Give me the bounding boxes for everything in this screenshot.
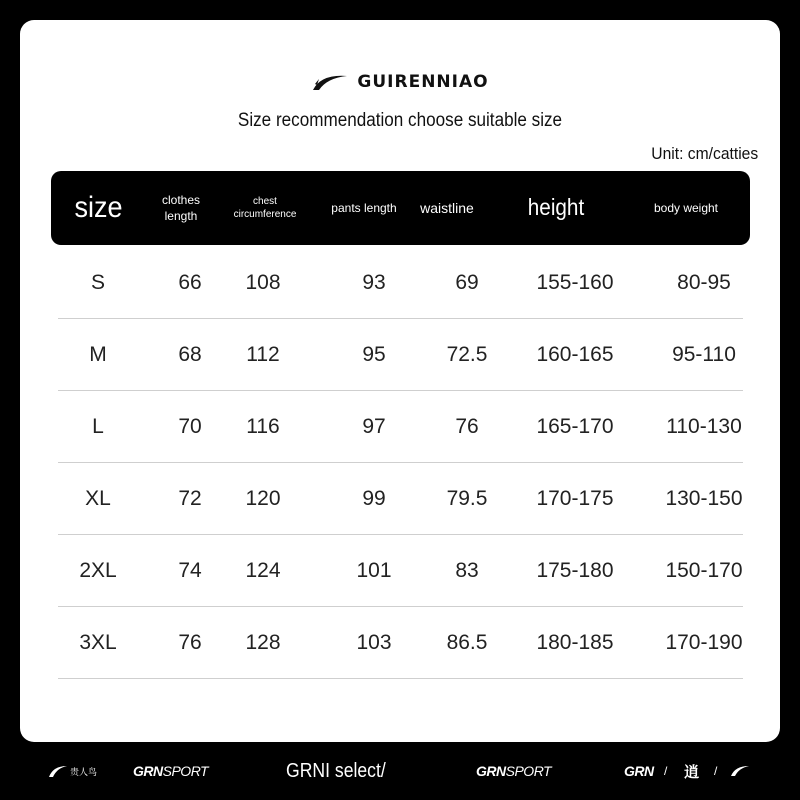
table-row (58, 319, 743, 391)
header-chest-circumference: chest circumference (233, 195, 297, 220)
swoosh-icon (730, 764, 750, 778)
cell-size: 3XL (79, 631, 117, 654)
cell-clothes-length: 76 (178, 631, 202, 654)
cell-height: 160-165 (536, 343, 614, 366)
cell-waistline: 83 (455, 559, 479, 582)
cell-height: 155-160 (536, 271, 614, 294)
cell-waistline: 69 (455, 271, 479, 294)
cell-pants-length: 93 (362, 271, 386, 294)
cell-chest: 120 (245, 487, 281, 510)
header-body-weight: body weight (653, 200, 719, 215)
cell-size: M (89, 343, 107, 366)
cell-body-weight: 80-95 (677, 271, 731, 294)
cell-clothes-length: 70 (178, 415, 202, 438)
cell-pants-length: 101 (356, 559, 392, 582)
cell-pants-length: 99 (362, 487, 386, 510)
cell-size: S (90, 271, 105, 294)
table-row (58, 535, 743, 607)
cell-waistline: 76 (455, 415, 479, 438)
cell-height: 165-170 (536, 415, 614, 438)
cell-chest: 112 (246, 343, 280, 366)
unit-label: Unit: cm/catties (651, 144, 758, 163)
footer-grn-sport-2: GRN SPORT (476, 763, 552, 779)
footer-glyph-logo: 逍 (684, 763, 700, 781)
header-clothes-length: clothes length (161, 192, 201, 223)
cell-pants-length: 95 (362, 343, 386, 366)
footer-grn-3: GRN (624, 763, 654, 779)
cell-size: L (92, 415, 104, 438)
header-height: height (527, 194, 585, 221)
footer-bird-icon (730, 742, 750, 800)
cell-body-weight: 150-170 (665, 559, 743, 582)
cell-chest: 128 (245, 631, 281, 654)
cell-pants-length: 103 (356, 631, 392, 654)
brand-header (20, 70, 780, 94)
cell-pants-length: 97 (362, 415, 386, 438)
table-row (58, 607, 743, 679)
size-table-body (58, 247, 743, 679)
cell-body-weight: 95-110 (672, 343, 736, 366)
cell-waistline: 86.5 (446, 631, 488, 654)
footer-grn-sport-1: GRN SPORT (133, 763, 209, 779)
header-pants-length: pants length (331, 200, 397, 215)
cell-size: 2XL (79, 559, 117, 582)
footer-separator: / (714, 764, 718, 778)
footer-separator: / (664, 764, 668, 778)
table-row (58, 391, 743, 463)
subtitle: Size recommendation choose suitable size (237, 110, 563, 131)
cell-body-weight: 170-190 (665, 631, 743, 654)
footer-grni-select: GRNI select/ (286, 759, 386, 782)
size-chart-card (20, 20, 780, 742)
footer-brand-bar (0, 742, 800, 800)
footer-logo-guirenniao: 贵人鸟 (48, 742, 97, 800)
table-row (58, 463, 743, 535)
cell-waistline: 72.5 (446, 343, 488, 366)
cell-chest: 124 (245, 559, 281, 582)
cell-chest: 116 (246, 415, 280, 438)
table-row (58, 247, 743, 319)
bird-logo-icon (48, 763, 68, 779)
header-waistline: waistline (420, 199, 474, 216)
cell-clothes-length: 66 (178, 271, 202, 294)
cell-clothes-length: 74 (178, 559, 202, 582)
cell-height: 180-185 (536, 631, 614, 654)
cell-waistline: 79.5 (446, 487, 488, 510)
cell-clothes-length: 68 (178, 343, 202, 366)
cell-height: 170-175 (536, 487, 614, 510)
table-header (51, 171, 750, 245)
cell-body-weight: 130-150 (665, 487, 743, 510)
cell-height: 175-180 (536, 559, 614, 582)
brand-name: GUIRENNIAO (357, 72, 489, 92)
cell-body-weight: 110-130 (666, 415, 742, 438)
cell-clothes-length: 72 (178, 487, 202, 510)
cell-size: XL (85, 487, 111, 510)
cell-chest: 108 (245, 271, 281, 294)
header-size: size (74, 190, 123, 224)
bird-swoosh-logo-icon (311, 70, 349, 94)
